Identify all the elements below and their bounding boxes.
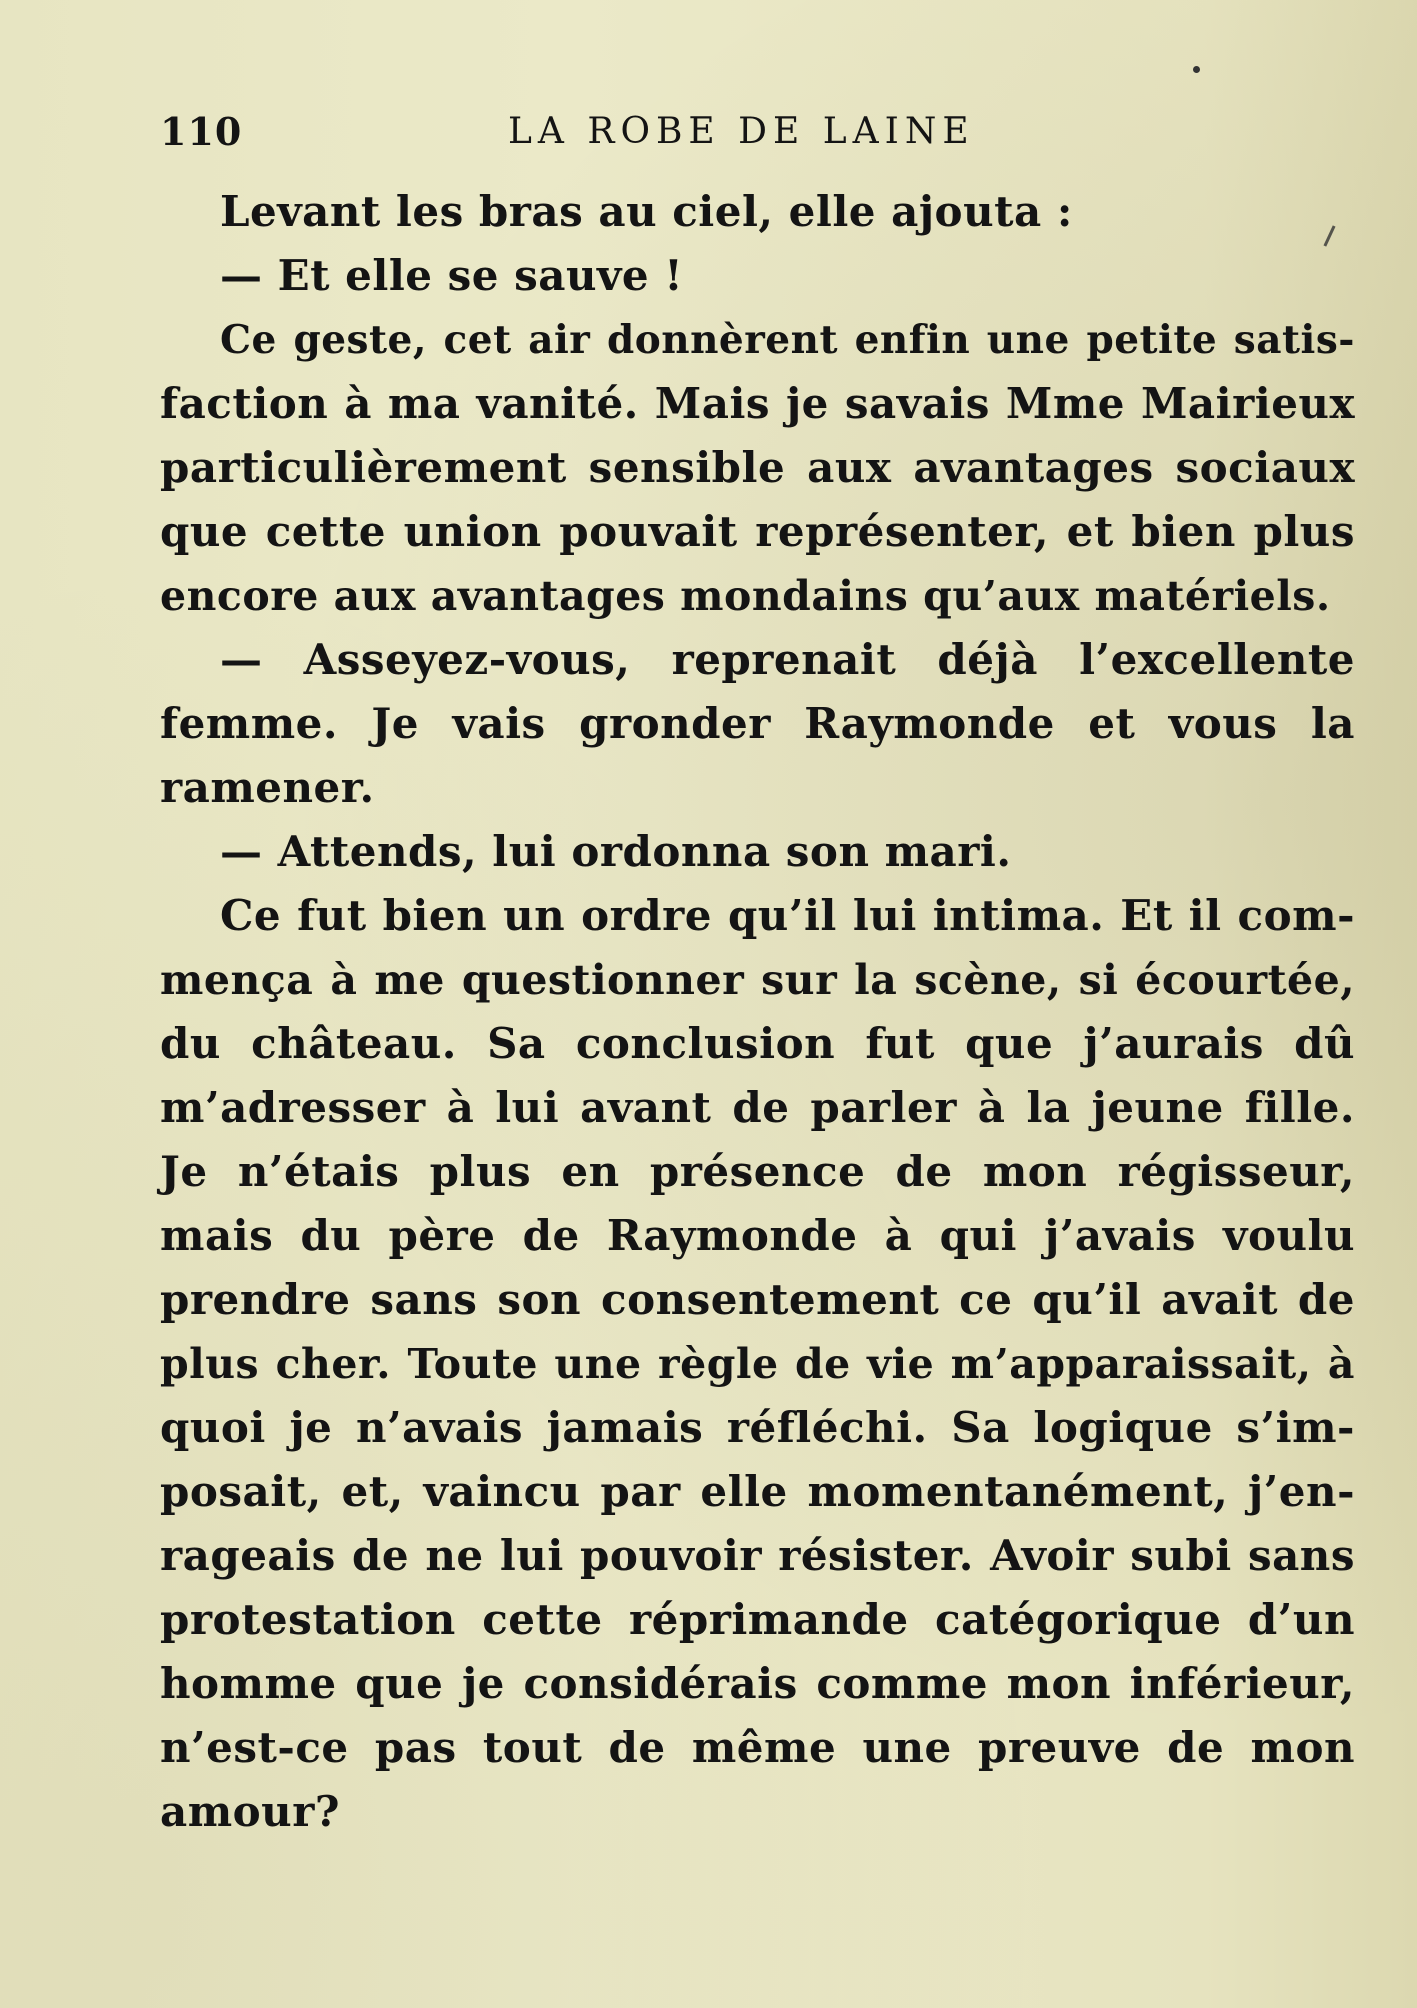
text-line: Ce fut bien un ordre qu’il lui intima. Et il com- (220, 891, 1355, 940)
ink-speck (1193, 66, 1200, 73)
text-line: mença à me questionner sur la scène, si écourtée, (160, 956, 1355, 1004)
text-line: mais du père de Raymonde à qui j’avais voulu (160, 1211, 1355, 1260)
text-line: posait, et, vaincu par elle momentanément, j’en- (160, 1467, 1355, 1516)
text-line: du château. Sa conclusion fut que j’aurais dû (160, 1019, 1355, 1068)
text-line: quoi je n’avais jamais réfléchi. Sa logique s’im- (160, 1403, 1355, 1452)
text-line: femme. Je vais gronder Raymonde et vous la (160, 699, 1355, 748)
text-line: m’adresser à lui avant de parler à la jeune fille. (160, 1083, 1355, 1132)
text-line: — Asseyez-vous, reprenait déjà l’excellente (220, 635, 1355, 684)
text-line: que cette union pouvait représenter, et bien plus (160, 507, 1355, 556)
text-line: n’est-ce pas tout de même une preuve de mon (160, 1723, 1355, 1772)
text-line: rageais de ne lui pouvoir résister. Avoir subi sans (160, 1531, 1355, 1580)
text-line: protestation cette réprimande catégorique d’un (160, 1595, 1355, 1644)
text-line: faction à ma vanité. Mais je savais Mme Mairieux (160, 379, 1355, 428)
text-line: plus cher. Toute une règle de vie m’apparaissait, à (160, 1340, 1355, 1388)
text-line: Je n’étais plus en présence de mon régisseur, (160, 1147, 1355, 1196)
text-line: Ce geste, cet air donnèrent enfin une petite satis- (220, 317, 1355, 363)
text-line: particulièrement sensible aux avantages sociaux (160, 443, 1355, 492)
text-line: Levant les bras au ciel, elle ajouta : (220, 187, 1073, 236)
text-line: encore aux avantages mondains qu’aux matériels. (160, 572, 1331, 620)
text-line: ramener. (160, 763, 375, 812)
text-line: homme que je considérais comme mon inférieur, (160, 1659, 1355, 1708)
page-number: 110 (160, 109, 243, 154)
text-line: prendre sans son consentement ce qu’il avait de (160, 1275, 1355, 1324)
text-line: — Attends, lui ordonna son mari. (220, 827, 1012, 876)
text-line: — Et elle se sauve ! (220, 251, 684, 300)
running-title: LA ROBE DE LAINE (508, 111, 975, 152)
page-header (160, 102, 1040, 162)
body-text (160, 180, 1355, 1844)
text-line: amour? (160, 1787, 340, 1836)
